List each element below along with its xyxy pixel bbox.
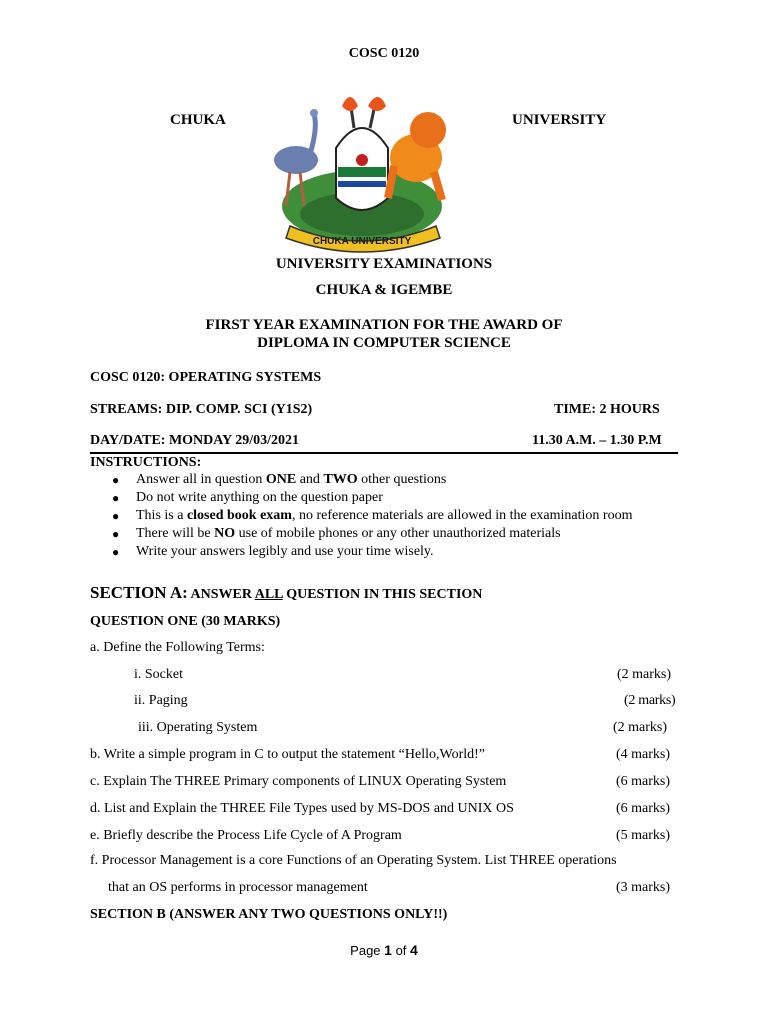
question-one-heading: QUESTION ONE (30 MARKS): [90, 614, 281, 629]
bullet-icon: ●: [112, 527, 120, 541]
question-f-line1: f. Processor Management is a core Functions of an Operating System. List THREE operations: [90, 853, 617, 868]
term-operating-system: iii. Operating System: [138, 720, 258, 735]
section-a-heading: SECTION A: ANSWER ALL QUESTION IN THIS SECTION: [90, 583, 483, 602]
time-range: 11.30 A.M. – 1.30 P.M: [532, 433, 662, 448]
crest-banner-text: CHUKA UNIVERSITY: [312, 236, 412, 247]
instruction-item: ● Do not write anything on the question paper: [112, 490, 383, 505]
award-line1: FIRST YEAR EXAMINATION FOR THE AWARD OF: [205, 317, 563, 333]
instruction-item: ● This is a closed book exam, no reference materials are allowed in the examination room: [112, 508, 633, 523]
marks-socket: (2 marks): [617, 667, 672, 682]
question-b-text: b. Write a simple program in C to output the statement “Hello,World!”: [90, 747, 486, 762]
question-e-marks: (5 marks): [616, 828, 671, 843]
page-footer: Page 1 of 4: [350, 942, 418, 958]
bullet-icon: ●: [112, 473, 120, 487]
streams: STREAMS: DIP. COMP. SCI (Y1S2): [90, 402, 313, 417]
question-d-text: d. List and Explain the THREE File Types used by MS-DOS and UNIX OS: [90, 801, 514, 816]
question-d-marks: (6 marks): [616, 801, 671, 816]
bullet-icon: ●: [112, 545, 120, 559]
question-f-line2: that an OS performs in processor management: [108, 880, 368, 895]
marks-operating-system: (2 marks): [613, 720, 668, 735]
term-socket: i. Socket: [134, 667, 183, 682]
question-a-text: a. Define the Following Terms:: [90, 640, 265, 655]
course-code: COSC 0120: [348, 46, 420, 61]
term-paging: ii. Paging: [134, 693, 188, 708]
question-e-text: e. Briefly describe the Process Life Cycle of A Program: [90, 828, 402, 843]
time-duration: TIME: 2 HOURS: [554, 402, 660, 417]
header-divider: [90, 452, 678, 454]
marks-paging: (2 marks): [624, 693, 676, 708]
question-c-marks: (6 marks): [616, 774, 671, 789]
instruction-item: ● Write your answers legibly and use your time wisely.: [112, 544, 434, 559]
exam-title-line1: UNIVERSITY EXAMINATIONS: [275, 256, 493, 272]
section-b-heading: SECTION B (ANSWER ANY TWO QUESTIONS ONLY!!): [90, 907, 448, 922]
instruction-item: ● There will be NO use of mobile phones or any other unauthorized materials: [112, 526, 561, 541]
question-f-marks: (3 marks): [616, 880, 671, 895]
exam-title-line2: CHUKA & IGEMBE: [315, 282, 453, 298]
university-name-right: UNIVERSITY: [512, 112, 607, 128]
day-date: DAY/DATE: MONDAY 29/03/2021: [90, 433, 299, 448]
instructions-heading: INSTRUCTIONS:: [90, 455, 202, 470]
bullet-icon: ●: [112, 491, 120, 505]
question-b-marks: (4 marks): [616, 747, 671, 762]
course-title: COSC 0120: OPERATING SYSTEMS: [90, 370, 322, 385]
university-name-left: CHUKA: [170, 112, 226, 128]
question-c-text: c. Explain The THREE Primary components of LINUX Operating System: [90, 774, 507, 789]
award-line2: DIPLOMA IN COMPUTER SCIENCE: [257, 335, 511, 351]
instructions-list: [90, 471, 632, 561]
university-crest-logo: [266, 88, 458, 254]
bullet-icon: ●: [112, 509, 120, 523]
instruction-item: ● Answer all in question ONE and TWO other questions: [112, 472, 447, 487]
